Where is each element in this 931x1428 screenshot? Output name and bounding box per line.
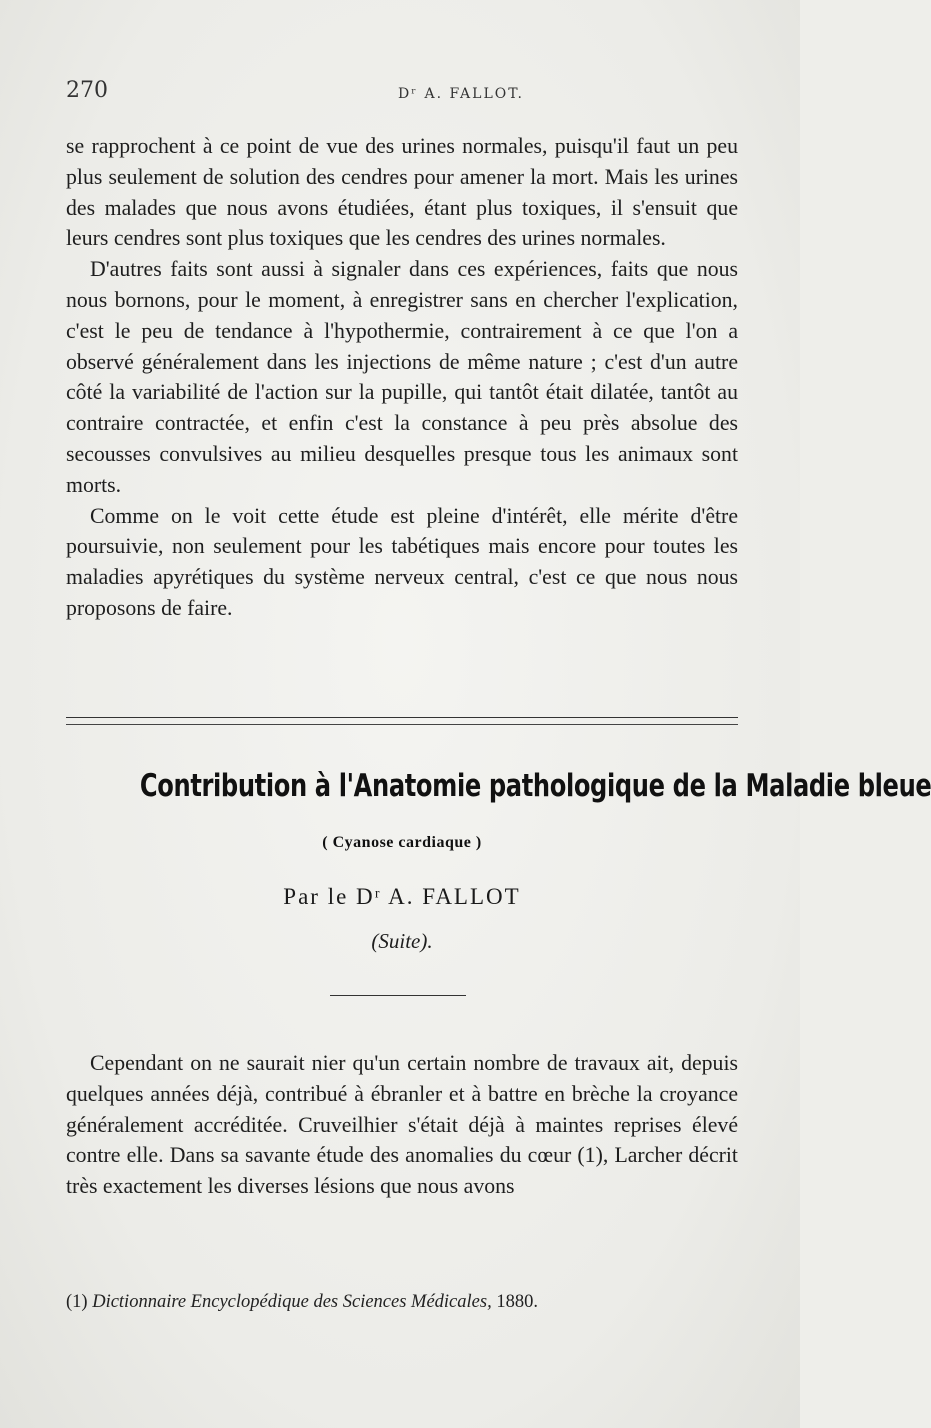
footnote-year: 1880. bbox=[496, 1292, 538, 1312]
paragraph: se rapprochent à ce point de vue des urines normales, puisqu'il faut un peu plus seulement de solution des cendres pour amener la mort. Mais les urines des malades que nous avons étudiées, étant plus toxiques, il s'ensuit que leurs cendres sont plus toxiques que les cendres des urines normales. bbox=[66, 134, 738, 251]
article-title: Contribution à l'Anatomie pathologique de la Maladie bleue bbox=[139, 768, 931, 804]
paragraph: Cependant on ne saurait nier qu'un certain nombre de travaux ait, depuis quelques années déjà, contribué à ébranler et à battre en brèche la croyance généralement accréditée. Cruveilhier s'était déjà à maintes reprises élevé contre elle. Dans sa savante étude des anomalies du cœur (1), Larcher décrit très exactement les diverses lésions que nous avons bbox=[66, 1051, 738, 1199]
page-number: 270 bbox=[66, 78, 108, 103]
section-divider bbox=[66, 717, 738, 727]
paragraph: D'autres faits sont aussi à signaler dans ces expériences, faits que nous nous bornons, pour le moment, à enregistrer sans en chercher l'explication, c'est le peu de tendance à l'hypothermie, contrairement à ce que l'on a observé généralement dans les injections de même nature ; c'est d'un autre côté la variabilité de l'action sur la pupille, qui tantôt était dilatée, tantôt au contraire contractée, et enfin c'est la constance à peu près absolue des secousses convulsives au milieu desquelles presque tous les animaux sont morts. bbox=[66, 257, 738, 497]
running-head: Dʳ A. FALLOT. bbox=[398, 86, 524, 102]
continuation-note: (Suite). bbox=[371, 929, 433, 953]
article-subtitle: ( Cyanose cardiaque ) bbox=[322, 834, 482, 851]
paragraph: Comme on le voit cette étude est pleine d'intérêt, elle mérite d'être poursuivie, non seulement pour les tabétiques mais encore pour toutes les maladies apyrétiques du système nerveux central, c'est ce que nous nous proposons de faire. bbox=[66, 503, 738, 620]
footnote bbox=[66, 1292, 738, 1313]
short-rule bbox=[330, 995, 466, 996]
article-byline: Par le Dʳ A. FALLOT bbox=[283, 884, 521, 909]
page-header bbox=[66, 78, 736, 108]
footnote-marker: (1) bbox=[66, 1292, 88, 1312]
footnote-work: Dictionnaire Encyclopédique des Sciences Médicales, bbox=[92, 1292, 492, 1312]
body-text-top bbox=[66, 131, 738, 624]
body-text-bottom bbox=[66, 1048, 738, 1202]
